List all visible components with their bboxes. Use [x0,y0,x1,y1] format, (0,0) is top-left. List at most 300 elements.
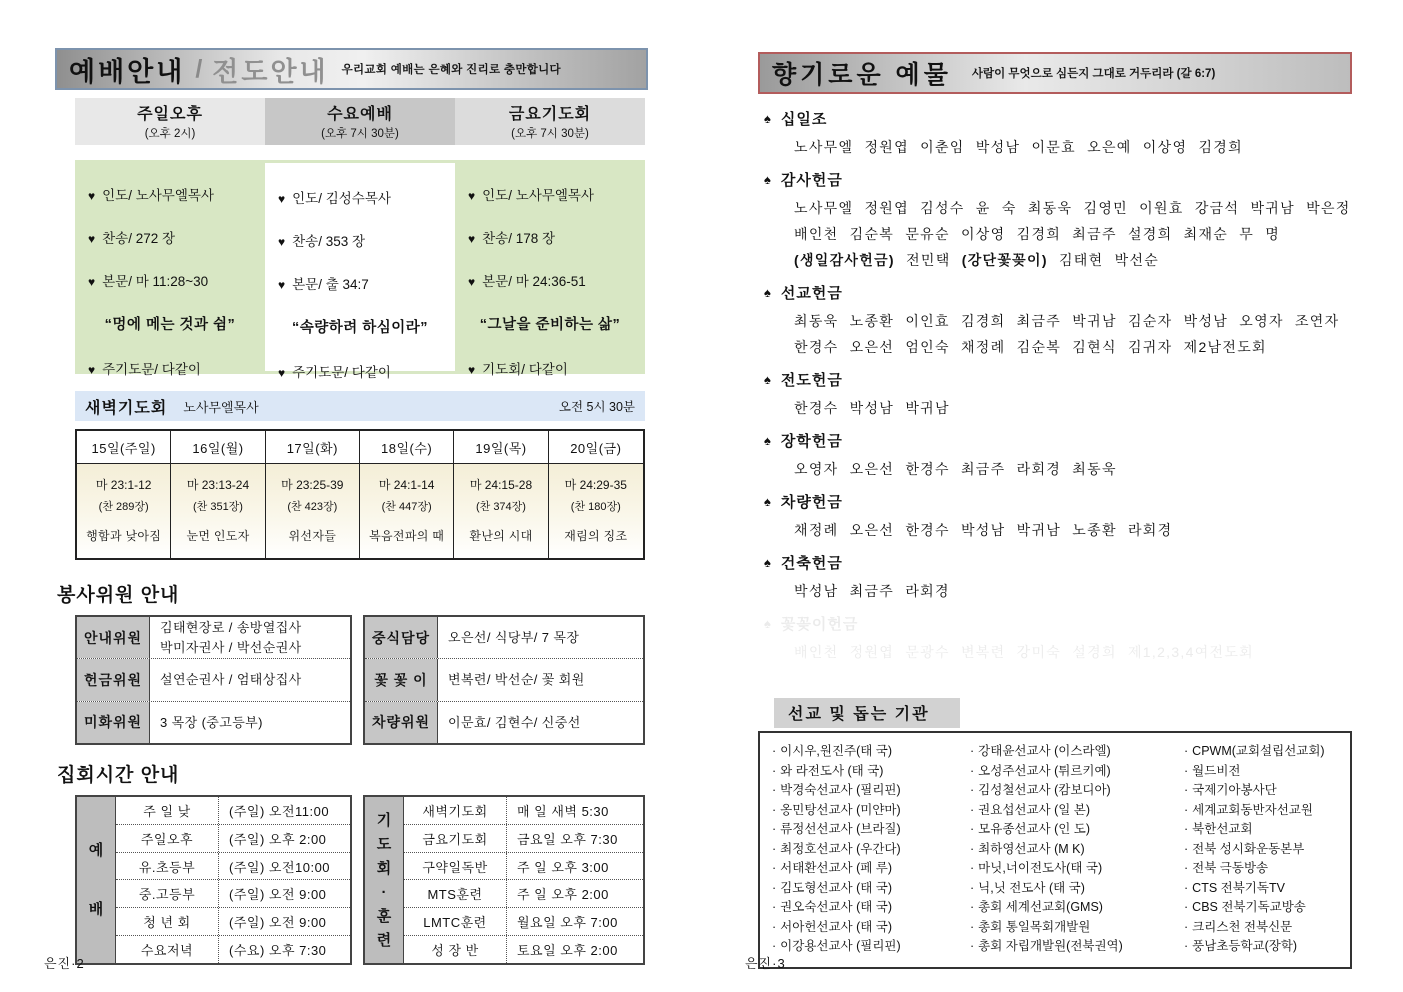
dawn-verse: 마 24:15-28 [469,478,533,492]
meeting-name: 성 장 반 [404,936,507,963]
committees-right-table [363,615,645,745]
meetings-tables [75,795,648,965]
dot-icon: · [1184,763,1189,778]
dot-icon: · [772,744,777,758]
dawn-day-cell [360,464,454,558]
dot-icon: · [772,802,777,817]
sermon-title: “멍에 메는 것과 쉼” [104,317,236,333]
dawn-hymn: (찬 180장) [570,501,621,513]
service-item-text: 찬송/ 353 장 [292,234,366,249]
dawn-topic: 행함과 낮아짐 [86,529,162,543]
mission-item [1184,840,1346,860]
meeting-time: 금요일 오후 7:30 [517,831,618,847]
dot-icon: · [1184,841,1189,856]
mission-name: 전북 극동방송 [1192,861,1269,875]
meeting-category-char: 예 [88,842,104,859]
meeting-name: 주 일 낮 [116,797,219,824]
service-column [455,160,645,377]
mission-name: 이강용선교사 (필리핀) [780,939,901,953]
mission-name: 이시우,원진주(태 국) [780,744,893,758]
meeting-name: 청 년 회 [116,908,219,935]
committee-label: 중식담당 [365,617,438,658]
meeting-category [365,797,404,963]
committee-members-line: 3 목장 (중고등부) [160,714,263,730]
dot-icon: · [1184,880,1189,895]
dot-icon: · [970,822,975,836]
heart-icon: ♥ [88,363,96,377]
offering-names [794,195,1352,221]
meeting-row [116,825,350,853]
offering-names [794,456,1352,482]
offering-header [764,108,1352,129]
offering-name-segment: 오영자 오은선 한경수 최금주 라회경 최동욱 [794,461,1117,477]
mission-item [772,937,970,957]
committee-label: 미화위원 [77,702,150,743]
mission-name: 서태환선교사 (페 루) [780,861,893,875]
heart-icon: ♥ [278,278,286,292]
missions-label: 선교 및 돕는 기관 [774,698,960,728]
mission-item [1184,820,1346,840]
committee-row [77,617,350,659]
missions-column [970,742,1184,957]
meeting-row [116,880,350,908]
service-item-text: 주기도문/ 다같이 [102,362,201,377]
service-item-text: 본문/ 출 34:7 [292,277,369,292]
dot-icon: · [1184,919,1189,934]
offering-name-segment: 박성남 최금주 라회경 [794,583,950,599]
offering-section [764,613,1352,665]
offering-section [764,169,1352,273]
mission-name: 박경숙선교사 (필리핀) [780,783,901,797]
mission-name: CTS 전북기독TV [1192,880,1285,895]
dawn-hymn: (찬 351장) [192,501,243,513]
dot-icon: · [970,783,975,797]
heart-icon: ♥ [278,192,286,206]
committee-label: 안내위원 [77,617,150,658]
meeting-row [404,936,643,963]
committee-label: 헌금위원 [77,659,150,700]
meeting-time: 주 일 오후 2:00 [517,887,609,903]
dot-icon: · [1184,802,1189,817]
service-header [455,98,645,145]
dot-icon: · [970,861,975,875]
mission-name: 세계교회동반자선교원 [1192,802,1313,817]
meeting-name: 유.초등부 [116,853,219,880]
meeting-row [404,908,643,936]
committee-row [365,617,643,659]
service-item-text: 찬송/ 272 장 [102,231,176,246]
meeting-name: MTS훈련 [404,880,507,907]
heart-icon: ♥ [88,189,96,203]
dawn-hymn: (찬 423장) [287,501,338,513]
mission-item [970,781,1184,801]
service-item [88,227,265,247]
mission-name: 총회 세계선교회(GMS) [978,900,1103,914]
service-item [468,227,645,247]
meeting-name: 수요저녁 [116,936,219,963]
mission-item [772,879,970,899]
committee-members-line: 오은선/ 식당부/ 7 목장 [448,629,580,645]
left-page-header [55,48,648,90]
dawn-verse: 마 23:25-39 [281,478,344,492]
services-body-row [75,160,645,380]
committee-members-line: 변복련/ 박선순/ 꽃 회원 [448,672,585,688]
committee-members [438,702,643,743]
offering-name-segment: 노사무엘 정원엽 김성수 윤 숙 최동욱 김영민 이원효 강금석 박귀남 박은정 [794,200,1351,216]
committees-left-table [75,615,352,745]
offering-names [794,517,1352,543]
mission-name: 최하영선교사 (M K) [978,841,1085,856]
dawn-topic: 위선자들 [288,529,337,543]
service-item-text: 본문/ 마 24:36-51 [482,274,586,289]
mission-name: 크리스천 전북신문 [1192,919,1293,934]
dot-icon: · [970,939,975,953]
meeting-category-char: 련 [376,931,392,949]
meeting-time: 토요일 오후 2:00 [517,943,618,959]
meeting-row [404,853,643,881]
spade-icon: ♠ [764,433,771,448]
dawn-day-cell [171,464,265,558]
offering-names [794,221,1352,247]
meeting-name: 새벽기도회 [404,797,507,824]
service-item-text: 기도회/ 다같이 [482,362,568,377]
dawn-day-header: 19일(목) [454,431,548,463]
mission-name: 국제기아봉사단 [1192,783,1277,797]
evangelism-guide-title: 전도안내 [212,56,329,87]
dawn-prayer-table [75,429,645,560]
mission-item [772,898,970,918]
mission-item [1184,801,1346,821]
committee-members [438,659,643,700]
dawn-prayer-title: 새벽기도회 [85,399,168,417]
service-item-text: 인도/ 김성수목사 [292,191,391,206]
spade-icon: ♠ [764,172,771,187]
offering-names [794,308,1352,334]
meeting-row [404,825,643,853]
mission-item [1184,781,1346,801]
offering-header [764,430,1352,451]
right-page-number: 은진·3 [745,956,786,971]
service-item [468,358,645,378]
dawn-hymn: (찬 447장) [381,501,432,513]
committee-members-line: 설연순권사 / 엄태상집사 [160,672,302,688]
mission-name: 월드비전 [1192,763,1241,778]
dawn-day-cell [549,464,643,558]
spade-icon: ♠ [764,111,771,126]
offering-name-segment: 최동욱 노종환 이인효 김경희 최금주 박귀남 김순자 박성남 오영자 조연자 [794,313,1340,329]
dot-icon: · [772,900,777,914]
service-item [468,270,645,290]
offering-title: 감사헌금 [780,172,843,189]
meeting-rows [116,797,350,963]
dot-icon: · [970,880,975,895]
service-item-text: 인도/ 노사무엘목사 [102,188,214,203]
dawn-table-body [77,464,643,558]
offering-names [794,578,1352,604]
dot-icon: · [772,880,777,895]
spade-icon: ♠ [764,494,771,509]
dot-icon: · [772,919,777,934]
service-time: (오후 7시 30분) [511,128,589,140]
mission-item [970,879,1184,899]
heart-icon: ♥ [88,232,96,246]
meeting-category-char: · [381,883,387,901]
mission-item [772,840,970,860]
offering-title: 차량헌금 [780,494,843,511]
dot-icon: · [772,783,777,797]
meeting-time: (주일) 오전 9:00 [229,915,327,931]
mission-name: 총회 통일목회개발원 [978,919,1091,934]
meeting-row [116,908,350,936]
offering-title: 장학헌금 [780,433,843,450]
mission-item [772,820,970,840]
dawn-day-cell [266,464,360,558]
mission-item [970,820,1184,840]
offering-title: 선교헌금 [780,285,843,302]
dawn-prayer-bar [75,391,645,421]
mission-name: 옹민탕선교사 (미얀마) [780,802,901,817]
mission-item [772,859,970,879]
service-name: 수요예배 [327,106,393,123]
mission-item [970,801,1184,821]
page-offerings [758,52,1352,969]
worship-guide-title: 예배안내 [69,56,186,87]
service-time: (오후 7시 30분) [321,128,399,140]
mission-item [772,918,970,938]
dawn-topic: 복음전파의 때 [369,529,445,543]
mission-name: 모유종선교사 (인 도) [978,822,1091,836]
mission-item [970,859,1184,879]
committee-members [438,617,643,658]
meeting-row [116,797,350,825]
dawn-verse: 마 23:13-24 [186,478,250,492]
heart-icon: ♥ [468,275,476,289]
meetings-prayer-training-table [363,795,645,965]
meeting-time: (주일) 오후 2:00 [229,831,327,847]
dot-icon: · [970,744,975,758]
meeting-name: 금요기도회 [404,825,507,852]
sermon-title: “그날을 준비하는 삶” [479,317,621,333]
dawn-day-header: 15일(주일) [77,431,171,463]
service-header [75,98,265,145]
offering-header [764,169,1352,190]
service-item [88,270,265,290]
committees-tables [75,615,648,745]
spade-icon: ♠ [764,555,771,570]
committee-members-line: 박미자권사 / 박선순권사 [160,639,302,655]
mission-item [970,742,1184,762]
service-name: 주일오후 [137,106,203,123]
committee-row [365,702,643,743]
offering-title: 십일조 [780,111,828,128]
dawn-prayer-time: 오전 5시 30분 [558,400,635,414]
meeting-category-char: 도 [376,835,392,853]
meeting-name: LMTC훈련 [404,908,507,935]
service-item-text: 인도/ 노사무엘목사 [482,188,594,203]
missions-column [772,742,970,957]
dot-icon: · [970,919,975,934]
mission-item [970,762,1184,782]
mission-name: 권오숙선교사 (태 국) [780,900,893,914]
heart-icon: ♥ [468,363,476,377]
offering-section [764,108,1352,160]
offering-title: 전도헌금 [780,372,843,389]
mission-name: 강태윤선교사 (이스라엘) [978,744,1111,758]
spade-icon: ♠ [764,285,771,300]
meeting-row [404,797,643,825]
spade-icon: ♠ [764,372,771,387]
heart-icon: ♥ [278,366,286,380]
missions-box [758,731,1352,969]
dawn-day-header: 18일(수) [360,431,454,463]
service-item-text: 찬송/ 178 장 [482,231,556,246]
meeting-time: 매 일 새벽 5:30 [517,803,609,819]
service-item [88,184,265,204]
service-item [278,273,455,293]
dawn-topic: 눈먼 인도자 [186,529,250,543]
offering-header [764,613,1352,634]
mission-item [1184,762,1346,782]
heart-icon: ♥ [468,189,476,203]
committee-row [77,659,350,701]
meeting-time: (주일) 오전10:00 [229,859,331,875]
offering-name-segment: (강단꽃꽂이) [961,252,1048,268]
offering-name-segment: 한경수 오은선 엄인숙 채정례 김순복 김현식 김귀자 제2남전도회 [794,339,1267,355]
committees-heading: 봉사위원 안내 [57,585,180,606]
meeting-name: 중.고등부 [116,880,219,907]
mission-name: 전북 성시화운동본부 [1192,841,1305,856]
mission-name: 총회 자립개발원(전북권역) [978,939,1123,953]
dawn-topic: 환난의 시대 [469,529,533,543]
dot-icon: · [772,939,777,953]
mission-item [772,742,970,762]
meeting-category [77,797,116,963]
mission-name: 서아헌선교사 (태 국) [780,919,893,934]
meeting-category-char: 회 [376,859,392,877]
mission-name: 풍남초등학교(장학) [1192,939,1298,953]
service-item-text: 주기도문/ 다같이 [292,365,391,380]
committee-label: 꽃 꽃 이 [365,659,438,700]
offering-section [764,491,1352,543]
dot-icon: · [772,861,777,875]
dot-icon: · [772,841,777,856]
service-name: 금요기도회 [508,106,592,123]
dawn-day-header: 17일(화) [266,431,360,463]
dawn-verse: 마 24:1-14 [378,478,435,492]
meeting-rows [404,797,643,963]
meeting-time: (수요) 오후 7:30 [229,943,327,959]
offering-name-segment: (생일감사헌금) [794,252,895,268]
mission-name: 와 라전도사 (태 국) [780,763,884,778]
offering-names [794,247,1352,273]
mission-item [1184,898,1346,918]
meeting-time: (주일) 오전11:00 [229,803,330,819]
mission-item [1184,879,1346,899]
service-item-text: 본문/ 마 11:28~30 [102,274,209,289]
offering-header [764,491,1352,512]
meeting-row [404,880,643,908]
offering-header [764,369,1352,390]
committee-members [150,659,350,700]
mission-item [1184,937,1346,957]
spade-icon: ♠ [764,616,771,631]
mission-name: 류정선선교사 (브라질) [780,822,901,836]
dot-icon: · [772,822,777,836]
meeting-category-char: 기 [376,811,392,829]
service-column [75,160,265,377]
missions-column [1184,742,1346,957]
meeting-category-char: 배 [88,901,104,918]
service-item [88,358,265,378]
heart-icon: ♥ [278,235,286,249]
offering-section [764,430,1352,482]
offering-section [764,369,1352,421]
dot-icon: · [970,802,975,817]
mission-item [1184,859,1346,879]
service-column [265,160,455,380]
offerings-title: 향기로운 예물 [772,61,952,89]
mission-name: 권요섭선교사 (일 본) [978,802,1091,817]
heart-icon: ♥ [468,232,476,246]
dawn-day-cell [454,464,548,558]
offering-name-segment: 한경수 박성남 박귀남 [794,400,950,416]
services-header-row [75,98,645,145]
service-item [278,230,455,250]
committee-members-line: 김태현장로 / 송방열집사 [160,620,302,636]
meeting-category-char: 훈 [376,907,392,925]
offering-name-segment: 노사무엘 정원엽 이춘임 박성남 이문효 오은예 이상영 김경희 [794,139,1243,155]
offering-sections [758,108,1352,665]
mission-item [1184,742,1346,762]
dawn-day-cell [77,464,171,558]
mission-item [970,918,1184,938]
offering-name-segment: 배인천 정원엽 문광수 변복련 강미숙 설경희 제1,2,3,4여전도회 [794,644,1255,660]
offering-header [764,552,1352,573]
mission-name: 오성주선교사 (튀르키예) [978,763,1111,778]
meetings-worship-table [75,795,352,965]
committee-members-line: 이문효/ 김현수/ 신중선 [448,714,581,730]
offering-title: 건축헌금 [780,555,843,572]
offering-names [794,334,1352,360]
dawn-hymn: (찬 374장) [475,501,526,513]
left-header-subtitle: 우리교회 예배는 은혜와 진리로 충만합니다 [341,64,561,76]
service-header [265,98,455,145]
meetings-heading: 집회시간 안내 [57,765,180,786]
committee-row [77,702,350,743]
mission-item [970,898,1184,918]
offering-section [764,282,1352,360]
service-time: (오후 2시) [144,128,196,140]
offering-title: 꽃꽂이헌금 [780,616,859,633]
offering-header [764,282,1352,303]
mission-name: CBS 전북기독교방송 [1192,900,1306,914]
dawn-verse: 마 24:29-35 [564,478,627,492]
dawn-hymn: (찬 289장) [98,501,149,513]
dot-icon: · [970,841,975,856]
title-separator: / [195,54,203,83]
page-worship-guide [55,48,648,965]
service-item [278,361,455,381]
mission-item [1184,918,1346,938]
left-page-number: 은진·2 [44,956,85,971]
meeting-row [116,936,350,963]
mission-item [970,937,1184,957]
mission-name: CPWM(교회설립선교회) [1192,744,1325,758]
meeting-time: (주일) 오전 9:00 [229,887,327,903]
mission-name: 닉,닛 전도사 (태 국) [978,880,1085,895]
mission-item [772,781,970,801]
mission-name: 김도형선교사 (태 국) [780,880,893,895]
